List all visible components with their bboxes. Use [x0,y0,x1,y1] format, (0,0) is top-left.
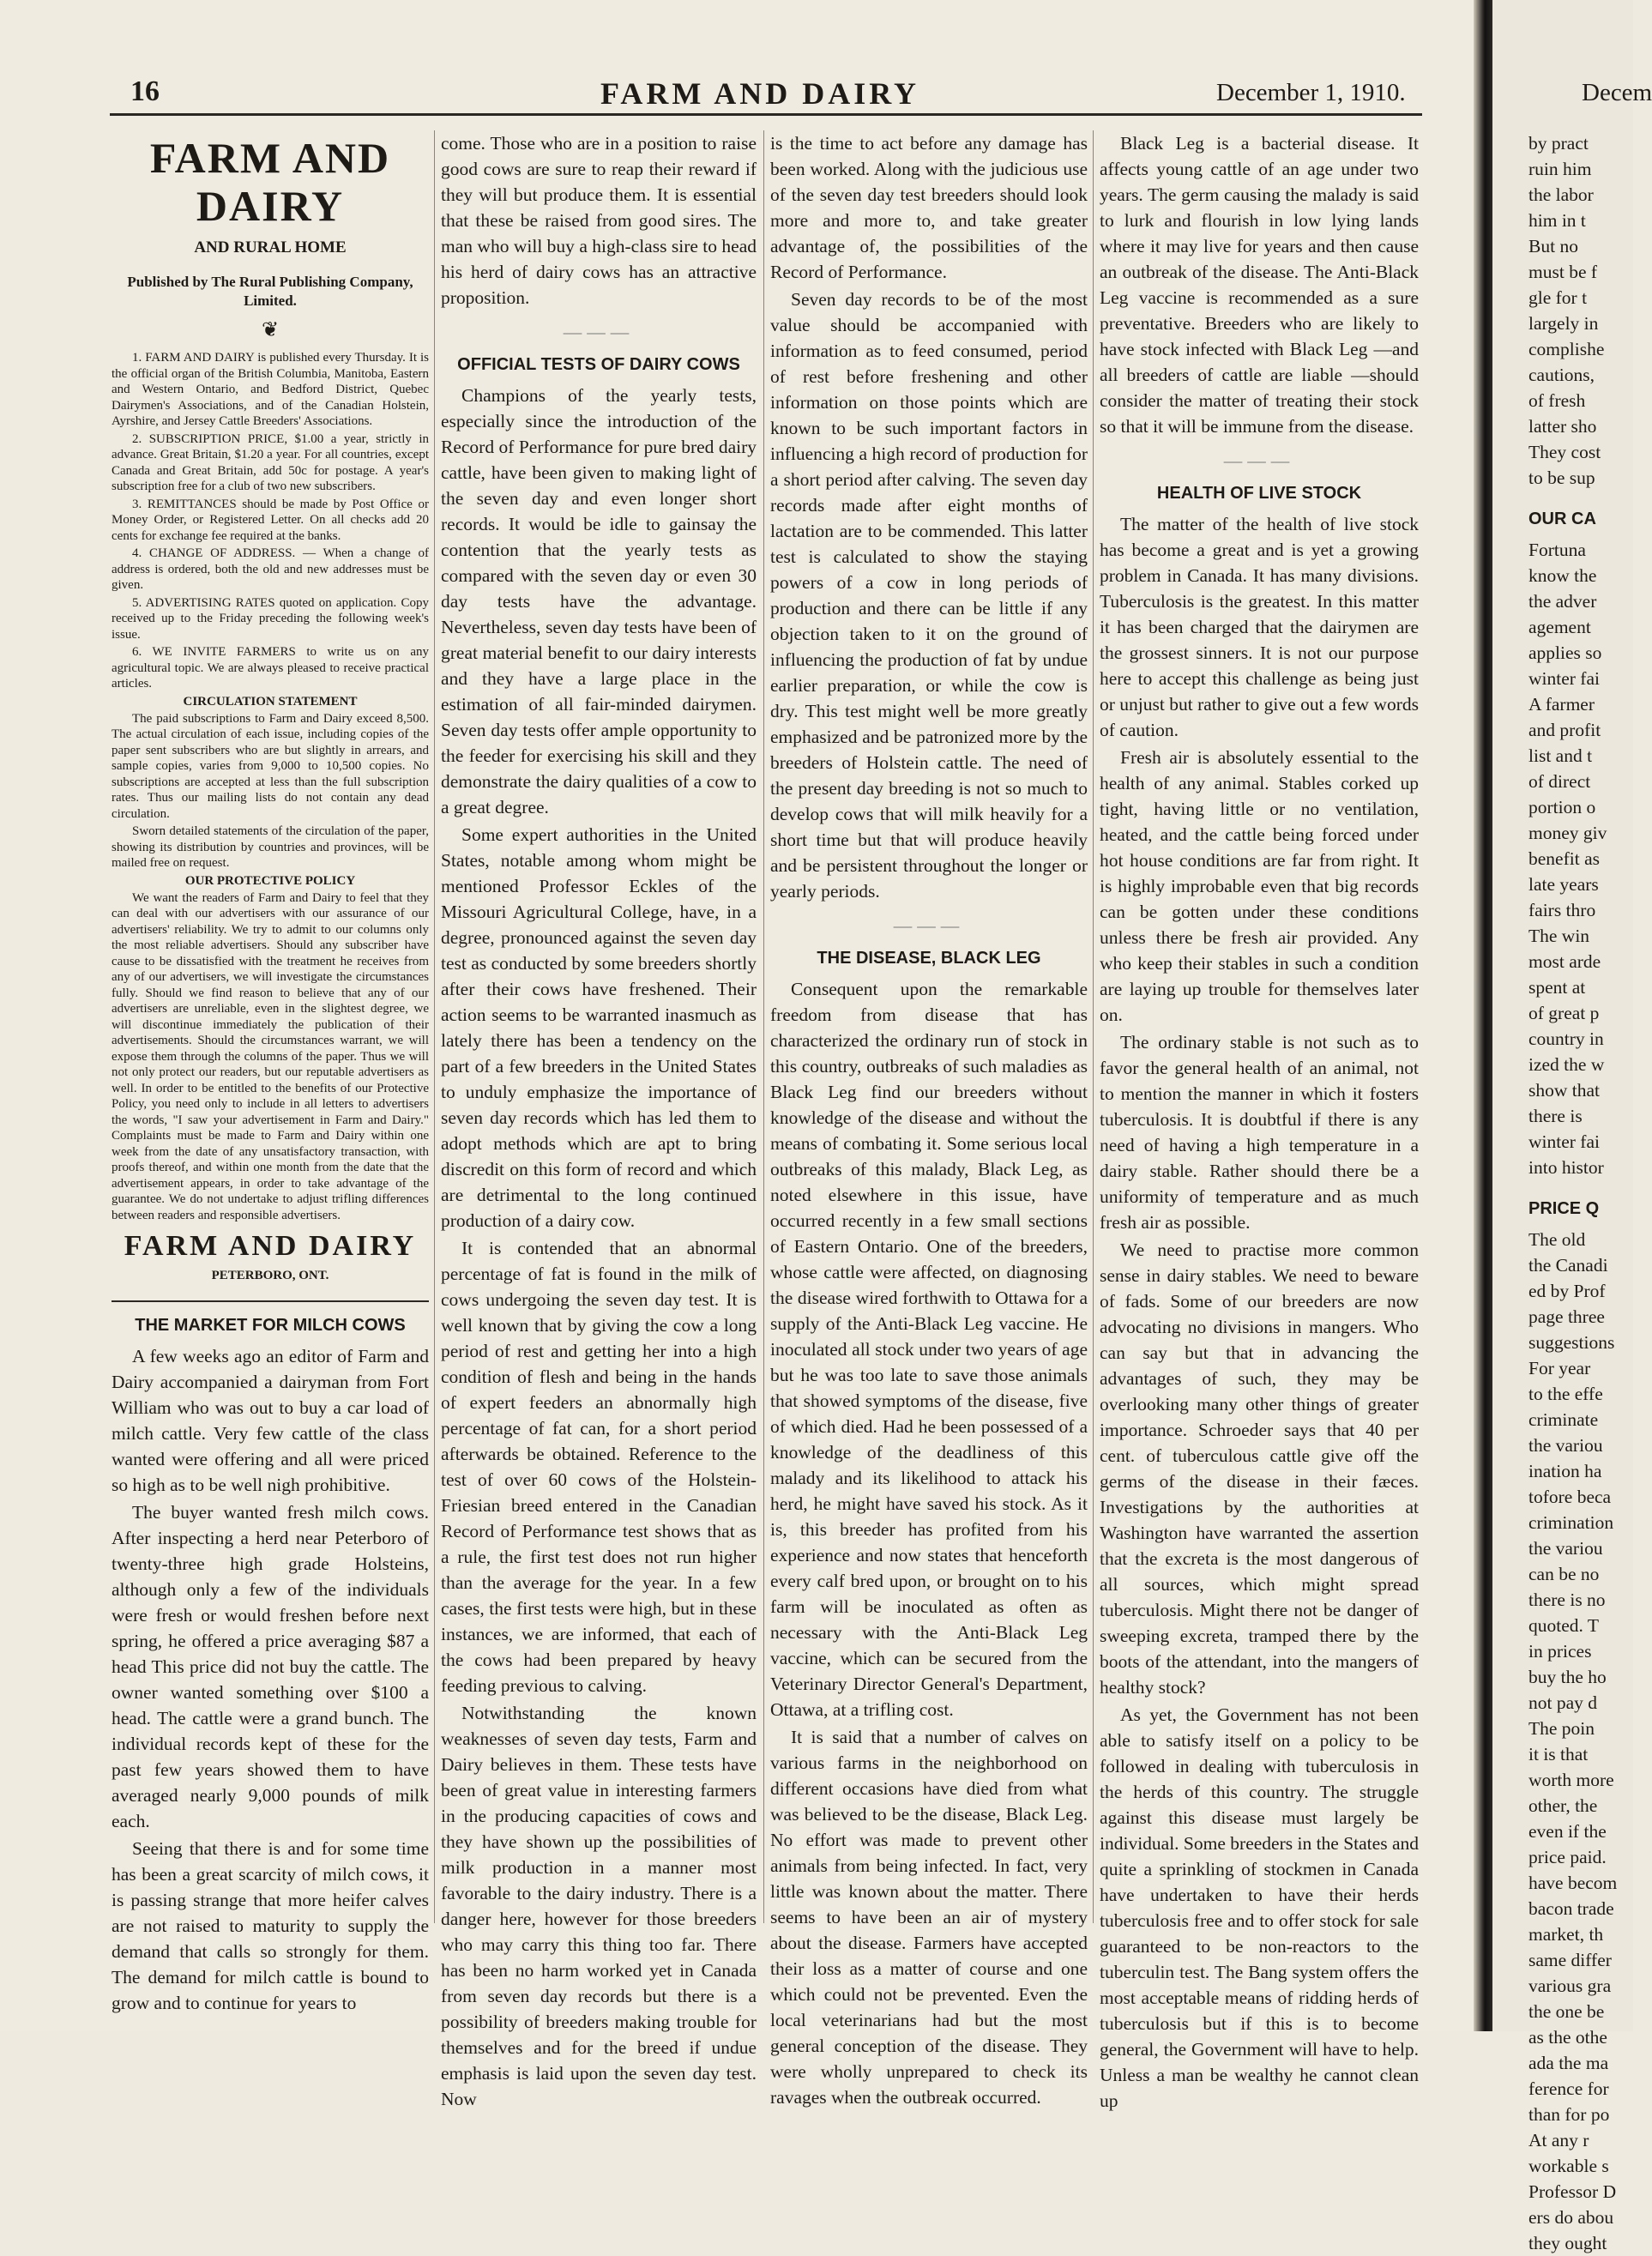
article-paragraph: We need to practise more common sense in dairy stables. We need to beware of fads. Some of our breeders are now advocating no divisions in mangers. Who can say but that in advancing the advantages of such, they may be overlooking many other things of greater importance. Schroeder says that 40 per cent. of tuberculous cattle give off the germs of the disease in their fæces. Investigations by the authorities at Washington have warranted the assertion that the excreta is the most dangerous of all sources, which might spread tuberculosis. Might there not be danger of sweeping excreta, tramped there by the boots of the attendant, into the mangers of healthy stock? [1100,1240,1419,1698]
facing-page-line: applies so [1528,642,1602,663]
facing-page-line: A farmer [1528,694,1595,715]
facing-page-line: other, the [1528,1795,1598,1816]
facing-page-line: in prices [1528,1641,1592,1662]
facing-page-line: The poin [1528,1718,1595,1739]
facing-page-line: For year [1528,1358,1591,1378]
facing-page-line: workable s [1528,2156,1609,2176]
section-rule [112,1300,429,1302]
facing-page-line: country in [1528,1028,1604,1049]
facing-page-line: the adver [1528,591,1597,612]
article-paragraph: The matter of the health of live stock has become a great and is yet a growing problem in Canada. It has many divisions. Tuberculosis is the greatest. In this matter it has been charged that the dairymen are the grossest sinners. It is not our purpose here to accept this challenge as being just or unjust but rather to give out a few words of caution. [1100,514,1419,740]
masthead-publisher: Published by The Rural Publishing Company, Limited. [127,274,413,309]
facing-page-line: same differ [1528,1950,1612,1970]
article-paragraph: A few weeks ago an editor of Farm and Dairy accompanied a dairyman from Fort William who was out to buy a car load of milch cattle. Very few cattle of the class wanted were offering and all were priced so high as to be well nigh prohibitive. [112,1346,429,1495]
facing-page-line: price paid. [1528,1847,1607,1867]
facing-page-line: show that [1528,1080,1601,1101]
paper-title: FARM AND DAIRY [600,76,920,111]
facing-page-line: as the othe [1528,2027,1607,2048]
article-heading: THE DISEASE, BLACK LEG [817,949,1041,968]
book-gutter [1474,0,1492,2031]
facing-page-line: bacon trade [1528,1898,1614,1919]
facing-page-line: there is no [1528,1589,1606,1610]
circulation-text: Sworn detailed statements of the circulation of the paper, showing its distribution by countries and provinces, will be mailed free on request. [112,824,429,870]
facing-page-line: tofore beca [1528,1487,1612,1507]
facing-page-line: the Canadi [1528,1255,1608,1276]
facing-page-line: of fresh [1528,390,1586,411]
facing-page-line: suggestions [1528,1332,1615,1353]
facing-page-line: fairs thro [1528,900,1596,920]
facing-page-line: agement [1528,617,1591,637]
facing-page-line: by pract [1528,133,1589,154]
masthead-subtitle: AND RURAL HOME [194,238,347,256]
facing-page-line: money giv [1528,823,1607,843]
masthead-item: 4. CHANGE OF ADDRESS. — When a change of address is ordered, both the old and new addresses must be given. [112,546,429,592]
facing-page-line: complishe [1528,339,1605,359]
masthead-item: 2. SUBSCRIPTION PRICE, $1.00 a year, strictly in advance. Great Britain, $1.20 a year. For all countries, except Canada and Great Britain, add 50c for postage. A year's subscription free for a club of two new subscribers. [112,431,429,493]
article-heading: HEALTH OF LIVE STOCK [1156,484,1362,503]
facing-page-line: Fortuna [1528,540,1586,560]
article-paragraph: The buyer wanted fresh milch cows. After inspecting a herd near Peterboro of twenty-three high grade Holsteins, although only a few of the individuals were fresh or would freshen before next spring, he offered a price averaging $87 a head This price did not buy the cattle. The owner wanted something over $100 a head. The cattle were a grand bunch. The individual records kept of these for the past few years showed them to have averaged nearly 9,000 pounds of milk each. [112,1502,429,1831]
facing-page-line: criminate [1528,1409,1599,1430]
article-paragraph: It is contended that an abnormal percentage of fat is found in the milk of cows undergoing the seven day test. It is well known that by giving the cow a long period of rest and getting her into a high condition of flesh and being in the hands of expert feeders an abnormally high percentage of fat can, for a short period afterwards be obtained. Reference to the test of over 60 cows of the Holstein-Friesian breed entered in the Canadian Record of Performance test shows that as a rule, the first test does not run higher than the average for the year. In a few cases, the first tests were high, but in these instances, we are informed, that each of the cows had been prepared by heavy feeding previous to calving. [441,1238,757,1696]
facing-page-line: buy the ho [1528,1667,1607,1687]
facing-page-line: crimination [1528,1512,1614,1533]
facing-page-line: largely in [1528,313,1599,334]
facing-page-line: ruin him [1528,159,1592,179]
facing-page-line: into histor [1528,1157,1604,1178]
divider: ——— [1223,450,1295,471]
facing-page-line: they ought [1528,2233,1607,2253]
facing-page-line: But no [1528,236,1578,256]
facing-page-line: and profit [1528,720,1601,740]
facing-page-line: worth more [1528,1770,1614,1790]
policy-heading: OUR PROTECTIVE POLICY [184,873,356,888]
facing-page-line: late years [1528,874,1599,895]
facing-page-line: it is that [1528,1744,1589,1764]
column-2 [441,130,757,2109]
facing-page-line: spent at [1528,977,1586,998]
facing-page-line: the variou [1528,1538,1603,1559]
column-3 [770,130,1088,2108]
masthead-footer-title: FARM AND DAIRY [124,1230,417,1262]
facing-page-line: list and t [1528,745,1593,766]
article-paragraph: Seven day records to be of the most value should be accompanied with information as to feed consumed, period of rest before freshening and other information on those points which are known to be such important factors in influencing a high record of production for a short period after calving. The seven day records made after eight months of lactation are to be commended. This latter test is calculated to show the staying powers of a cow in long periods of production and there can be little if any objection taken to it on the ground of influencing the production of fat by undue earlier preparation, or while the cow is dry. This test might well be more greatly emphasized and be patronized more by the breeders of Holstein cattle. The need of the present day breeding is not so much to develop cows that will milk heavily for a short time but that will produce heavily and be persistent throughout the longer or yearly periods. [770,289,1088,902]
masthead-title: FARM AND DAIRY [149,134,391,230]
facing-page-line: know the [1528,565,1597,586]
masthead-item: 1. FARM AND DAIRY is published every Thursday. It is the official organ of the British Columbia, Manitoba, Eastern and Western Ontario, and Bedford District, Quebec Dairymen's Associations, and of the Canadian Holstein, Ayrshire, and Jersey Cattle Breeders' Associations. [112,351,429,428]
article-paragraph: is the time to act before any damage has been worked. Along with the judicious use of the seven day test breeders should look more and more to, and take greater advantage of, the possibilities of the Record of Performance. [770,133,1088,282]
facing-page [1492,0,1652,2253]
facing-page-line: the one be [1528,2001,1605,2022]
header-rule [110,113,1422,116]
facing-page-line: benefit as [1528,848,1600,869]
facing-page-line: latter sho [1528,416,1597,437]
facing-page-line: cautions, [1528,365,1595,385]
facing-page-line: to the effe [1528,1384,1603,1404]
facing-page-line: ers do abou [1528,2207,1614,2228]
article-paragraph: come. Those who are in a position to raise good cows are sure to reap their reward if they will but produce them. It is essential that these be raised from good sires. The man who will buy a high-class sire to head his herd of dairy cows has an attractive proposition. [441,133,757,308]
facing-page-line: They cost [1528,442,1601,462]
facing-page-line: market, th [1528,1924,1604,1945]
article-paragraph: Seeing that there is and for some time has been a great scarcity of milch cows, it is passing strange that more heifer calves are not raised to maturity to supply the demand that calls so strongly for them. The demand for milch cattle is bound to grow and to continue for years to [112,1838,429,2013]
divider: ——— [563,322,635,342]
facing-page-line: quoted. T [1528,1615,1600,1636]
facing-page-line: ference for [1528,2078,1609,2099]
facing-page-text [1528,130,1640,2256]
facing-page-line: page three [1528,1306,1605,1327]
masthead-item: 5. ADVERTISING RATES quoted on application. Copy received up to the Friday preceding the following week's issue. [112,595,429,642]
article-heading: THE MARKET FOR MILCH COWS [135,1316,406,1335]
facing-page-line: the labor [1528,184,1594,205]
article-paragraph: Some expert authorities in the United States, notable among whom might be mentioned Professor Eckles of the Missouri Agricultural College, have, in a degree, pronounced against the seven day test as conducted by some breeders shortly after their cows have freshened. Their action seems to be warranted inasmuch as lately there has been a tendency on the part of a few breeders in the United States to unduly emphasize the importance of seven day records which has led them to adopt methods which are apt to bring discredit on this form of record and which are detrimental to the long continued production of a dairy cow. [441,824,757,1231]
column-divider [763,130,764,1923]
masthead-item: 3. REMITTANCES should be made by Post Office or Money Order, or Registered Letter. On all checks add 20 cents for exchange fee required at the banks. [112,497,429,543]
article-paragraph: Notwithstanding the known weaknesses of seven day tests, Farm and Dairy believes in them. These tests have been of great value in interesting farmers in the producing capacities of cows and they have shown up the possibilities of milk production in a manner most favorable to the dairy industry. There is a danger here, however for those breeders who may carry this thing too far. There has been no harm worked yet in Canada from seven day records but there is a possibility of breeders making trouble for themselves and for the breed if undue emphasis is laid upon the seven day test. Now [441,1703,757,2109]
column-divider [1093,130,1094,1923]
article-paragraph: Champions of the yearly tests, especially since the introduction of the Record of Performance for pure bred dairy cattle, have been given to making light of the seven day and even longer short records. It would be idle to gainsay the contention that the yearly tests as compared with the seven day or even 30 day tests have the advantage. Nevertheless, seven day tests have been of great material benefit to our dairy interests and they have a large place in the estimation of all fair-minded dairymen. Seven day tests offer ample opportunity to the feeder for exercising his skill and they demonstrate the dairy qualities of a cow to a great degree. [441,385,757,817]
facing-page-line: there is [1528,1106,1583,1126]
facing-page-line: portion o [1528,797,1596,817]
article-paragraph: Fresh air is absolutely essential to the health of any animal. Stables corked up tight, having little or no ventilation, heated, and the cattle being forced under hot house conditions are far from right. It is highly improbable even that big records can be gotten under these conditions unless there be fresh air provided. Any who keep their stables in such a condition are laying up trouble for themselves later on. [1100,747,1419,1025]
facing-page-line: The win [1528,926,1590,946]
facing-page-line: can be no [1528,1564,1600,1584]
article-paragraph: Consequent upon the remarkable freedom from disease that has characterized the ordinary run of stock in this country, outbreaks of such maladies as Black Leg find our breeders without knowledge of the disease and without the means of combating it. Some serious local outbreaks of this malady, Black Leg, as noted elsewhere in this issue, have occurred recently in a few small sections of Eastern Ontario. One of the breeders, whose cattle were affected, on diagnosing the disease wired forthwith to Ottawa for a supply of the Anti-Black Leg vaccine. He inoculated all stock under two years of age but he was too late to save those animals that showed symptoms of the disease, five of which died. Had he been possessed of a knowledge of the deadliness of this malady and its likelihood to attack his herd, he might have saved his stock. As it is, this breeder has profited from his experience and now states that henceforth every calf bred upon, or brought on to his farm will be inoculated as often as necessary with the Anti-Black Leg vaccine, which can be secured from the Veterinary Director General's Department, Ottawa, at a trifling cost. [770,979,1088,1720]
facing-page-line: The old [1528,1229,1586,1250]
facing-page-date: Decem [1582,79,1652,106]
facing-page-line: ada the ma [1528,2053,1609,2073]
article-paragraph: The ordinary stable is not such as to favor the general health of an animal, not to mention the manner in which it fosters tuberculosis. It is doubtful if there is any need of having a high temperature in a dairy stable. Rather should there be a uniformity of temperature and as much fresh air as possible. [1100,1032,1419,1233]
facing-page-line: At any r [1528,2130,1589,2150]
column-1 [112,130,429,2013]
facing-page-line: must be f [1528,262,1598,282]
facing-page-line: of great p [1528,1003,1600,1023]
facing-page-line: winter fai [1528,668,1600,689]
page-number: 16 [130,75,160,107]
facing-page-block [1528,537,1640,1180]
column-divider [434,130,435,1923]
masthead-item: 6. WE INVITE FARMERS to write us on any agricultural topic. We are always pleased to receive practical articles. [112,645,429,691]
facing-page-line: even if the [1528,1821,1607,1842]
facing-page-line: Professor D [1528,2181,1617,2202]
facing-page-line: winter fai [1528,1131,1600,1152]
article-paragraph: It is said that a number of calves on various farms in the neighborhood on different occasions have died from what was believed to be the disease, Black Leg. No effort was made to prevent other animals from being infected. In fact, very little was known about the matter. There seems to have been an air of mystery about the disease. Farmers have accepted their loss as a matter of course and one which could not be prevented. Even the local veterinarians had but the most general conception of the disease. They were wholly unprepared to check its ravages when the outbreak occurred. [770,1727,1088,2108]
facing-page-line: ination ha [1528,1461,1602,1481]
facing-page-line: not pay d [1528,1692,1598,1713]
facing-page-line: of direct [1528,771,1591,792]
facing-page-line: most arde [1528,951,1601,972]
issue-date: December 1, 1910. [1216,79,1406,106]
facing-page-block [1528,1227,1640,2256]
facing-page-line: him in t [1528,210,1586,231]
circulation-text: The paid subscriptions to Farm and Dairy exceed 8,500. The actual circulation of each issue, including copies of the paper sent subscribers who are but slightly in arrears, and sample copies, varies from 9,000 to 10,500 copies. No subscriptions are accepted at less than the full subscription rates. Thus our mailing lists do not contain any dead circulation. [112,711,429,821]
facing-page-heading: OUR CA [1528,510,1596,528]
facing-page-line: various gra [1528,1976,1612,1996]
facing-page-line: ed by Prof [1528,1281,1606,1301]
facing-page-line: the variou [1528,1435,1603,1456]
divider: ——— [893,915,965,936]
facing-page-line: have becom [1528,1873,1618,1893]
facing-page-line: ized the w [1528,1054,1605,1075]
ornament-icon: ❦ [261,319,280,341]
facing-page-line: than for po [1528,2104,1610,2125]
facing-page-block [1528,130,1640,491]
facing-page-line: gle for t [1528,287,1588,308]
column-4 [1100,130,1419,2111]
masthead-city: PETERBORO, ONT. [211,1269,329,1282]
facing-page-line: to be sup [1528,467,1595,488]
circulation-heading: CIRCULATION STATEMENT [183,694,358,709]
facing-page-heading: PRICE Q [1528,1199,1600,1218]
article-paragraph: As yet, the Government has not been able to satisfy itself on a policy to be followed in dealing with tuberculosis in the herds of this country. The struggle against this disease must largely be individual. Some breeders in the States and quite a sprinkling of stockmen in Canada have undertaken to have their herds tuberculosis free and to offer stock for sale guaranteed to be non-reactors to the tuberculin test. The Bang system offers the most acceptable means of ridding herds of tuberculosis but if this is to become general, the Government will have to help. Unless a man be wealthy he cannot clean up [1100,1704,1419,2111]
article-heading: OFFICIAL TESTS OF DAIRY COWS [457,355,740,374]
article-paragraph: Black Leg is a bacterial disease. It affects young cattle of an age under two years. The germ causing the malady is said to lurk and flourish in low lying lands where it may live for years and then cause an outbreak of the disease. The Anti-Black Leg vaccine is recommended as a sure preventative. Breeders who are likely to have stock infected with Black Leg —and all breeders of cattle are liable —should consider the matter of treating their stock so that it will be immune from the disease. [1100,133,1419,437]
policy-text: We want the readers of Farm and Dairy to feel that they can deal with our advertisers with our assurance of our advertisers' reliability. We try to admit to our columns only the most reliable advertisers. Should any subscriber have cause to be dissatisfied with the treatment he receives from any of our advertisers, we will investigate the circumstances fully. Should we find reason to believe that any of our advertisers are unreliable, even in the slightest degree, we will discontinue immediately the publication of their advertisements. Should the circumstances warrant, we will expose them through the columns of the paper. Thus we will not only protect our readers, but our reputable advertisers as well. In order to be entitled to the benefits of our Protective Policy, you need only to include in all letters to advertisers the words, "I saw your advertisement in Farm and Dairy." Complaints must be made to Farm and Dairy within one week from the date of any unsatisfactory transaction, with proofs thereof, and within one month from the date that the advertisement appears, in order to take advantage of the guarantee. We do not undertake to adjust trifling differences between readers and responsible advertisers. [112,890,429,1222]
